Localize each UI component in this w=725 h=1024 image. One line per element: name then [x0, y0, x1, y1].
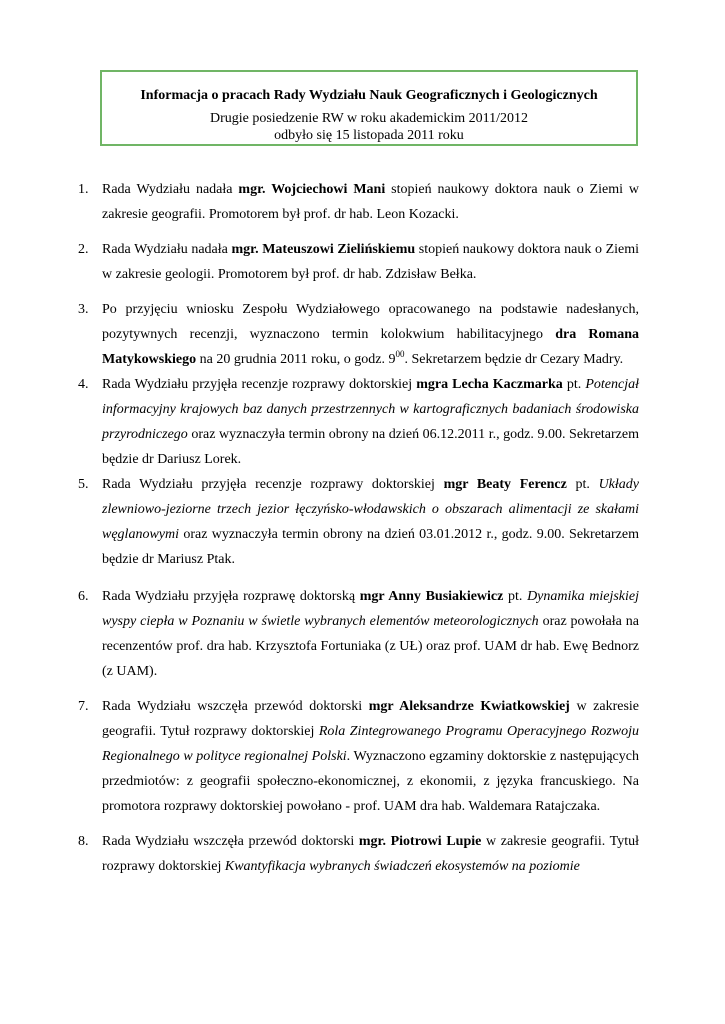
person-name: dra Romana Matykowskiego — [102, 327, 639, 367]
thesis-title: Rola Zintegrowanego Programu Operacyjnego Rozwoju Regionalnego w polityce regionalnej Polski — [102, 724, 639, 764]
item-text: Rada Wydziału przyjęła recenzje rozprawy doktorskiej — [102, 477, 444, 492]
item-number: 3. — [78, 302, 89, 317]
person-name: mgr. Piotrowi Lupie — [358, 834, 482, 849]
item-number: 1. — [78, 182, 89, 197]
list-item — [78, 177, 639, 227]
item-number: 8. — [78, 834, 89, 849]
item-text: pt. — [562, 377, 586, 392]
thesis-title: Kwantyfikacja wybranych świadczeń ekosystemów na poziomie — [224, 859, 580, 874]
list-item — [78, 297, 639, 372]
thesis-title: Potencjał informacyjny krajowych baz danych przestrzennych w kartograficznych badaniach środowiska przyrodniczego — [102, 377, 640, 442]
time-superscript: 00 — [395, 349, 405, 359]
item-text: stopień naukowy doktora nauk o Ziemi w zakresie geografii. Promotorem był prof. dr hab. Leon Kozacki. — [102, 182, 640, 222]
item-text: pt. — [503, 589, 528, 604]
person-name: mgr Beaty Ferencz — [443, 477, 567, 492]
item-number: 4. — [78, 377, 89, 392]
item-text: Rada Wydziału nadała — [102, 182, 239, 197]
header-box — [100, 70, 638, 146]
item-number: 7. — [78, 699, 89, 714]
list-item — [78, 694, 639, 819]
person-name: mgr. Mateuszowi Zielińskiemu — [231, 242, 416, 257]
item-text: Po przyjęciu wniosku Zespołu Wydziałowego opracowanego na podstawie nadesłanych, pozytywnych recenzji, wyznaczono termin kolokwium habilitacyjnego — [102, 302, 639, 342]
item-number: 5. — [78, 477, 89, 492]
thesis-title: Dynamika miejskiej wyspy ciepła w Poznaniu w świetle wybranych elementów meteorologicznych — [102, 589, 640, 629]
list-item — [78, 584, 639, 684]
document-title: Informacja o pracach Rady Wydziału Nauk Geograficznych i Geologicznych — [140, 88, 598, 103]
list-item — [78, 472, 639, 572]
list-item — [78, 829, 639, 879]
session-date: odbyło się 15 listopada 2011 roku — [274, 128, 464, 143]
person-name: mgr Anny Busiakiewicz — [359, 589, 504, 604]
item-text: Rada Wydziału przyjęła recenzje rozprawy doktorskiej — [102, 377, 417, 392]
item-text: oraz wyznaczyła termin obrony na dzień 06.12.2011 r., godz. 9.00. Sekretarzem będzie dr Dariusz Lorek. — [102, 427, 639, 467]
item-text: . Sekretarzem będzie dr Cezary Madry. — [404, 352, 624, 367]
item-text: w zakresie geografii. Tytuł rozprawy doktorskiej — [102, 834, 639, 874]
thesis-title: Układy zlewniowo-jeziorne trzech jezior łęczyńsko-włodawskich o obszarach alimentacji ze skałami węglanowymi — [102, 477, 639, 542]
item-text: Rada Wydziału nadała — [102, 242, 232, 257]
person-name: mgr. Wojciechowi Mani — [238, 182, 386, 197]
resolutions-list — [78, 177, 639, 879]
item-text: na 20 grudnia 2011 roku, o godz. 9 — [196, 352, 396, 367]
list-item — [78, 372, 639, 472]
item-text: oraz powołała na recenzentów prof. dra hab. Krzysztofa Fortuniaka (z UŁ) oraz prof. UAM dr hab. Ewę Bednorz (z UAM). — [102, 614, 639, 679]
list-item — [78, 237, 639, 287]
item-text: stopień naukowy doktora nauk o Ziemi w zakresie geologii. Promotorem był prof. dr hab. Zdzisław Bełka. — [102, 242, 640, 282]
session-info: Drugie posiedzenie RW w roku akademickim 2011/2012 — [209, 111, 529, 126]
item-text: oraz wyznaczyła termin obrony na dzień 03.01.2012 r., godz. 9.00. Sekretarzem będzie dr Mariusz Ptak. — [102, 527, 639, 567]
item-text: . Wyznaczono egzaminy doktorskie z następujących przedmiotów: z geografii społeczno-ekonomicznej, z ekonomii, z języka francuskiego. Na promotora rozprawy doktorskiej powołano - prof. UAM dra hab. Waldemara Ratajczaka. — [102, 749, 639, 814]
item-number: 2. — [78, 242, 89, 257]
item-text: Rada Wydziału wszczęła przewód doktorski — [102, 699, 369, 714]
person-name: mgr Aleksandrze Kwiatkowskiej — [368, 699, 570, 714]
item-text: pt. — [566, 477, 599, 492]
person-name: mgra Lecha Kaczmarka — [416, 377, 563, 392]
item-text: Rada Wydziału wszczęła przewód doktorski — [102, 834, 359, 849]
item-text: w zakresie geografii. Tytuł rozprawy doktorskiej — [102, 699, 640, 739]
item-number: 6. — [78, 589, 89, 604]
item-text: Rada Wydziału przyjęła rozprawę doktorską — [102, 589, 360, 604]
